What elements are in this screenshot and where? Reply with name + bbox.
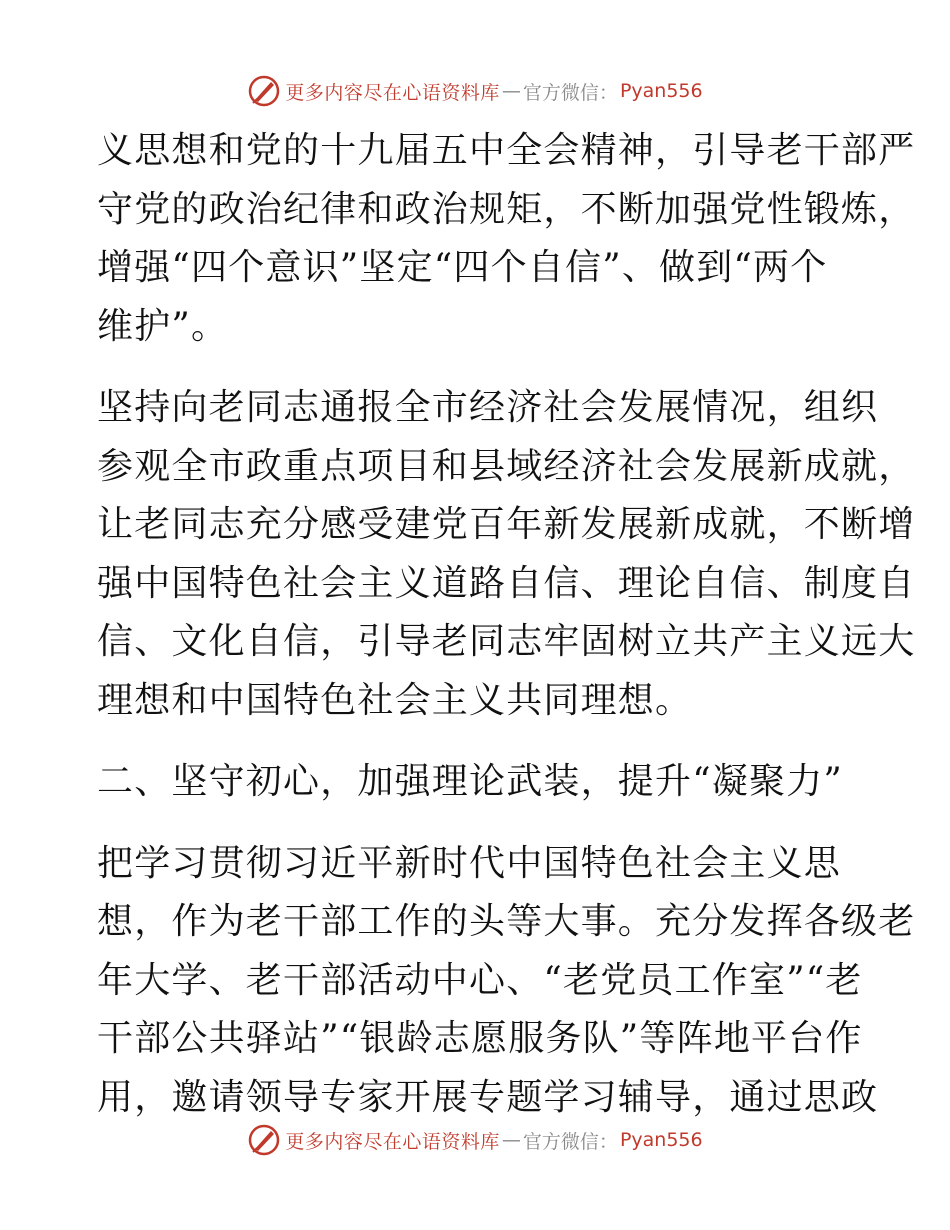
text-line: 守党的政治纪律和政治规矩，不断加强党性锻炼， xyxy=(97,188,916,230)
text-line: 信、文化自信，引导老同志牢固树立共产主义远大 xyxy=(97,621,916,662)
text-line: 把学习贯彻习近平新时代中国特色社会主义思 xyxy=(97,842,842,884)
watermark-wechat-id: Pyan556 xyxy=(619,80,703,102)
paragraph-4 xyxy=(97,835,916,1128)
text-line: 维护”。 xyxy=(97,305,229,347)
footer-watermark xyxy=(0,1120,950,1160)
section-heading xyxy=(97,753,857,812)
quill-logo-icon xyxy=(247,1123,281,1157)
quill-logo-icon xyxy=(247,74,281,108)
watermark-wechat-label: 官方微信： xyxy=(522,1130,618,1153)
heading-line: 二、坚守初心，加强理论武装，提升“凝聚力” xyxy=(97,761,844,802)
paragraph-gap xyxy=(97,812,857,835)
watermark-separator: — xyxy=(501,80,521,102)
text-line: 年大学、老干部活动中心、“老党员工作室”“老 xyxy=(97,959,863,1001)
paragraph-1 xyxy=(97,122,916,356)
text-line: 用，邀请领导专家开展专题学习辅导，通过思政 xyxy=(97,1076,879,1118)
watermark-separator: — xyxy=(501,1129,521,1151)
text-line: 干部公共驿站”“银龄志愿服务队”等阵地平台作 xyxy=(97,1018,863,1059)
text-line: 坚持向老同志通报全市经济社会发展情况，组织 xyxy=(97,387,879,428)
paragraph-gap xyxy=(97,730,857,753)
watermark-main-text: 更多内容尽在心语资料库 xyxy=(285,81,500,104)
text-line: 强中国特色社会主义道路自信、理论自信、制度自 xyxy=(97,562,916,604)
text-line: 理想和中国特色社会主义共同理想。 xyxy=(97,679,693,721)
text-line: 义思想和党的十九届五中全会精神，引导老干部严 xyxy=(97,130,916,171)
document-body xyxy=(97,122,916,1127)
paragraph-2 xyxy=(97,379,916,730)
header-watermark xyxy=(0,71,950,111)
watermark-main-text: 更多内容尽在心语资料库 xyxy=(285,1130,500,1153)
watermark-wechat-id: Pyan556 xyxy=(619,1129,703,1151)
text-line: 让老同志充分感受建党百年新发展新成就，不断增 xyxy=(97,504,916,545)
watermark-wechat-label: 官方微信： xyxy=(522,81,618,104)
text-line: 参观全市政重点项目和县域经济社会发展新成就， xyxy=(97,445,916,487)
text-line: 想，作为老干部工作的头等大事。充分发挥各级老 xyxy=(97,901,916,942)
paragraph-gap xyxy=(97,356,857,379)
text-line: 增强“四个意识”坚定“四个自信”、做到“两个 xyxy=(97,247,828,288)
